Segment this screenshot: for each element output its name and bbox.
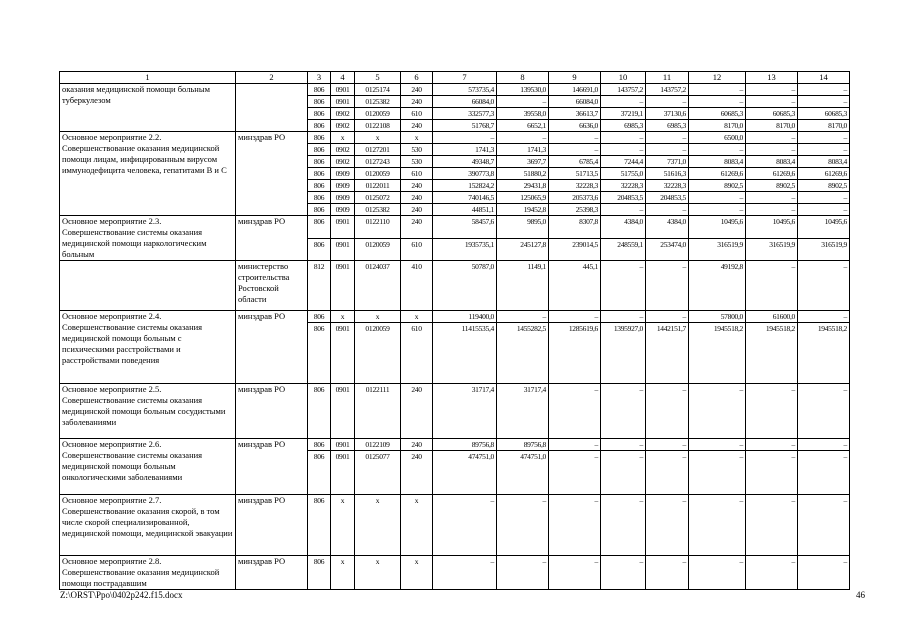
value-cell: 474751,0 [497,451,549,495]
value-cell: – [497,132,549,144]
table-body [60,72,850,590]
value-cell: 36613,7 [549,108,601,120]
column-header: 14 [798,72,850,84]
table-row [60,311,850,323]
value-cell: 6500,0 [689,132,746,144]
value-cell: – [601,495,646,556]
value-cell: 806 [308,168,331,180]
value-cell: 143757,2 [601,84,646,96]
value-cell: – [646,495,689,556]
value-cell: 240 [401,180,433,192]
value-cell: – [646,384,689,439]
value-cell: 253474,0 [646,238,689,261]
value-cell: 0122011 [355,180,401,192]
table-row [60,439,850,451]
value-cell: 240 [401,384,433,439]
value-cell: 0901 [331,84,355,96]
value-cell: 44851,1 [433,204,497,216]
value-cell: 806 [308,96,331,108]
value-cell: 240 [401,120,433,132]
value-cell: 240 [401,439,433,451]
executor-cell: минздрав РО [236,384,308,439]
value-cell: 0120059 [355,238,401,261]
value-cell: – [746,204,798,216]
value-cell: – [433,556,497,590]
value-cell: – [433,132,497,144]
value-cell: 573735,4 [433,84,497,96]
value-cell: – [549,144,601,156]
value-cell: 61600,0 [746,311,798,323]
value-cell: – [746,84,798,96]
value-cell: 58457,6 [433,216,497,239]
value-cell: – [601,439,646,451]
value-cell: – [689,439,746,451]
executor-cell: минздрав РО [236,556,308,590]
value-cell: – [549,311,601,323]
value-cell: 0901 [331,323,355,384]
value-cell: 51768,7 [433,120,497,132]
value-cell: 143757,2 [646,84,689,96]
value-cell: 29431,8 [497,180,549,192]
value-cell: – [433,495,497,556]
value-cell: 32228,3 [646,180,689,192]
value-cell: х [331,311,355,323]
value-cell: 139530,0 [497,84,549,96]
value-cell: 0122109 [355,439,401,451]
value-cell: – [646,439,689,451]
value-cell: 240 [401,192,433,204]
table-row [60,216,850,239]
value-cell: 1945518,2 [689,323,746,384]
value-cell: х [355,495,401,556]
executor-cell: минздрав РО [236,495,308,556]
value-cell: 61269,6 [798,168,850,180]
value-cell: 8170,0 [746,120,798,132]
value-cell: 806 [308,495,331,556]
activity-cell: Основное мероприятие 2.6. Совершенствование системы оказания медицинской помощи больным онкологическими заболеваниями [60,439,236,495]
value-cell: 3697,7 [497,156,549,168]
column-header: 8 [497,72,549,84]
value-cell: 7371,0 [646,156,689,168]
value-cell: 0902 [331,108,355,120]
column-header: 9 [549,72,601,84]
value-cell: 530 [401,144,433,156]
value-cell: 119400,0 [433,311,497,323]
value-cell: – [497,495,549,556]
value-cell: 0901 [331,384,355,439]
value-cell: – [798,204,850,216]
value-cell: 37130,6 [646,108,689,120]
value-cell: 410 [401,261,433,311]
value-cell: 0127243 [355,156,401,168]
value-cell: 49348,7 [433,156,497,168]
value-cell: 445,1 [549,261,601,311]
value-cell: 0125382 [355,204,401,216]
value-cell: – [601,132,646,144]
value-cell: – [646,451,689,495]
table-row [60,495,850,556]
value-cell: – [746,495,798,556]
value-cell: 89756,8 [497,439,549,451]
value-cell: – [601,451,646,495]
table-row [60,384,850,439]
value-cell: 32228,3 [549,180,601,192]
value-cell: – [689,451,746,495]
executor-cell: минздрав РО [236,132,308,216]
value-cell: 474751,0 [433,451,497,495]
value-cell: 8083,4 [689,156,746,168]
value-cell: 6985,3 [601,120,646,132]
value-cell: 806 [308,556,331,590]
value-cell: 1935735,1 [433,238,497,261]
value-cell: 89756,8 [433,439,497,451]
value-cell: – [601,311,646,323]
value-cell: 9895,0 [497,216,549,239]
table-row [60,132,850,144]
value-cell: 806 [308,216,331,239]
value-cell: 6652,1 [497,120,549,132]
value-cell: 152824,2 [433,180,497,192]
value-cell: 19452,8 [497,204,549,216]
value-cell: 8902,5 [798,180,850,192]
value-cell: 316519,9 [746,238,798,261]
value-cell: 8083,4 [798,156,850,168]
value-cell: 0901 [331,238,355,261]
executor-cell: минздрав РО [236,439,308,495]
value-cell: 0901 [331,439,355,451]
value-cell: 740146,5 [433,192,497,204]
value-cell: 1149,1 [497,261,549,311]
value-cell: 61269,6 [746,168,798,180]
value-cell: 146691,0 [549,84,601,96]
activity-cell: Основное мероприятие 2.8. Совершенствование оказания медицинской помощи пострадавшим [60,556,236,590]
value-cell: 10495,6 [689,216,746,239]
value-cell: 806 [308,311,331,323]
value-cell: 0901 [331,96,355,108]
page-number: 46 [856,590,865,600]
value-cell: – [689,96,746,108]
value-cell: 205373,6 [549,192,601,204]
value-cell: – [798,144,850,156]
value-cell: – [646,96,689,108]
column-header: 13 [746,72,798,84]
value-cell: 240 [401,96,433,108]
value-cell: – [646,311,689,323]
value-cell: 806 [308,384,331,439]
value-cell: 10495,6 [798,216,850,239]
file-path: Z:\ORST\Ppo\0402p242.f15.docx [60,590,183,600]
budget-table [59,71,850,590]
value-cell: 1442151,7 [646,323,689,384]
value-cell: 6985,3 [646,120,689,132]
value-cell: 806 [308,84,331,96]
value-cell: 1945518,2 [746,323,798,384]
value-cell: 37219,1 [601,108,646,120]
value-cell: 240 [401,216,433,239]
value-cell: 610 [401,323,433,384]
value-cell: х [355,556,401,590]
value-cell: – [689,144,746,156]
value-cell: 0120059 [355,323,401,384]
value-cell: 0902 [331,144,355,156]
value-cell: – [646,261,689,311]
value-cell: 8083,4 [746,156,798,168]
value-cell: 60685,3 [746,108,798,120]
value-cell: 390773,8 [433,168,497,180]
value-cell: 51755,0 [601,168,646,180]
value-cell: 0909 [331,180,355,192]
value-cell: – [549,451,601,495]
value-cell: 240 [401,204,433,216]
value-cell: 245127,8 [497,238,549,261]
column-header: 12 [689,72,746,84]
value-cell: 812 [308,261,331,311]
executor-cell: минздрав РО [236,216,308,261]
value-cell: 806 [308,238,331,261]
value-cell: 610 [401,168,433,180]
value-cell: – [746,261,798,311]
value-cell: 11415535,4 [433,323,497,384]
value-cell: 66084,0 [549,96,601,108]
value-cell: 31717,4 [433,384,497,439]
table-row [60,556,850,590]
value-cell: – [497,556,549,590]
value-cell: – [601,261,646,311]
value-cell: 6636,0 [549,120,601,132]
value-cell: х [331,132,355,144]
table-row [60,84,850,96]
value-cell: х [401,495,433,556]
column-header: 2 [236,72,308,84]
value-cell: 204853,5 [646,192,689,204]
value-cell: 0120059 [355,168,401,180]
value-cell: 0125077 [355,451,401,495]
value-cell: 0902 [331,120,355,132]
value-cell: 0122111 [355,384,401,439]
value-cell: 6785,4 [549,156,601,168]
value-cell: х [401,311,433,323]
value-cell: 610 [401,108,433,120]
value-cell: – [601,556,646,590]
activity-cell: оказания медицинской помощи больным туберкулезом [60,84,236,132]
value-cell: 316519,9 [689,238,746,261]
value-cell: 806 [308,192,331,204]
value-cell: – [549,132,601,144]
value-cell: 806 [308,439,331,451]
value-cell: 4384,0 [601,216,646,239]
value-cell: 61269,6 [689,168,746,180]
value-cell: – [646,144,689,156]
value-cell: 1741,3 [433,144,497,156]
value-cell: х [355,132,401,144]
value-cell: 332577,3 [433,108,497,120]
value-cell: 806 [308,323,331,384]
value-cell: 25398,3 [549,204,601,216]
value-cell: 1455282,5 [497,323,549,384]
value-cell: – [798,451,850,495]
value-cell: 0125382 [355,96,401,108]
value-cell: х [331,556,355,590]
value-cell: 8902,5 [746,180,798,192]
header-row [60,72,850,84]
value-cell: 125065,9 [497,192,549,204]
value-cell: – [689,192,746,204]
value-cell: 50787,0 [433,261,497,311]
value-cell: – [689,556,746,590]
value-cell: 0125072 [355,192,401,204]
value-cell: – [746,96,798,108]
value-cell: – [646,204,689,216]
activity-cell: Основное мероприятие 2.5. Совершенствование системы оказания медицинской помощи больным сосудистыми заболеваниями [60,384,236,439]
table-row [60,261,850,311]
value-cell: 806 [308,451,331,495]
value-cell: – [601,96,646,108]
value-cell: – [646,132,689,144]
executor-cell: минздрав РО [236,311,308,384]
value-cell: 248559,1 [601,238,646,261]
value-cell: – [549,439,601,451]
value-cell: – [601,144,646,156]
value-cell: – [798,261,850,311]
column-header: 6 [401,72,433,84]
value-cell: – [689,204,746,216]
value-cell: – [798,132,850,144]
value-cell: 806 [308,180,331,192]
value-cell: – [798,495,850,556]
value-cell: 0901 [331,451,355,495]
value-cell: – [746,439,798,451]
value-cell: – [746,384,798,439]
value-cell: 806 [308,120,331,132]
column-header: 3 [308,72,331,84]
value-cell: 57800,0 [689,311,746,323]
value-cell: – [689,84,746,96]
value-cell: 8170,0 [798,120,850,132]
value-cell: 51616,3 [646,168,689,180]
value-cell: – [689,495,746,556]
value-cell: 49192,8 [689,261,746,311]
value-cell: 316519,9 [798,238,850,261]
activity-cell: Основное мероприятие 2.2. Совершенствование оказания медицинской помощи лицам, инфицированным вирусом иммунодефицита человека, гепатитами В и С [60,132,236,216]
value-cell: – [798,556,850,590]
value-cell: 10495,6 [746,216,798,239]
value-cell: 0902 [331,156,355,168]
value-cell: 806 [308,108,331,120]
value-cell: 7244,4 [601,156,646,168]
value-cell: х [401,132,433,144]
value-cell: – [746,192,798,204]
value-cell: 1395927,0 [601,323,646,384]
value-cell: 1741,3 [497,144,549,156]
value-cell: – [549,556,601,590]
value-cell: 530 [401,156,433,168]
value-cell: 806 [308,156,331,168]
activity-cell: Основное мероприятие 2.3. Совершенствование системы оказания медицинской помощи наркологическим больным [60,216,236,261]
value-cell: – [646,556,689,590]
value-cell: – [497,311,549,323]
column-header: 7 [433,72,497,84]
column-header: 11 [646,72,689,84]
value-cell: – [746,144,798,156]
value-cell: 806 [308,132,331,144]
value-cell: 4384,0 [646,216,689,239]
value-cell: – [746,451,798,495]
value-cell: 0124037 [355,261,401,311]
value-cell: 240 [401,451,433,495]
value-cell: 0909 [331,204,355,216]
value-cell: 8902,5 [689,180,746,192]
value-cell: 239014,5 [549,238,601,261]
value-cell: 8170,0 [689,120,746,132]
activity-cell: Основное мероприятие 2.4. Совершенствование системы оказания медицинской помощи больным с психическими расстройствами и расстройствами поведения [60,311,236,384]
value-cell: 0120059 [355,108,401,120]
executor-cell [236,84,308,132]
value-cell: 51713,5 [549,168,601,180]
value-cell: – [798,439,850,451]
value-cell: – [746,556,798,590]
value-cell: 60685,3 [689,108,746,120]
value-cell: – [798,192,850,204]
value-cell: 0125174 [355,84,401,96]
value-cell: 240 [401,84,433,96]
value-cell: 60685,3 [798,108,850,120]
value-cell: – [549,495,601,556]
value-cell: 0122110 [355,216,401,239]
column-header: 10 [601,72,646,84]
value-cell: – [497,96,549,108]
value-cell: 0909 [331,192,355,204]
value-cell: – [549,384,601,439]
value-cell: 1945518,2 [798,323,850,384]
value-cell: 39558,0 [497,108,549,120]
value-cell: х [331,495,355,556]
value-cell: 0122108 [355,120,401,132]
value-cell: 0901 [331,261,355,311]
value-cell: 1285619,6 [549,323,601,384]
column-header: 5 [355,72,401,84]
value-cell: х [355,311,401,323]
value-cell: 31717,4 [497,384,549,439]
value-cell: – [798,384,850,439]
column-header: 1 [60,72,236,84]
value-cell: – [798,84,850,96]
value-cell: 204853,5 [601,192,646,204]
activity-cell: Основное мероприятие 2.7. Совершенствование оказания скорой, в том числе скорой специализированной, медицинской помощи, медицинской эвакуации [60,495,236,556]
value-cell: 0901 [331,216,355,239]
value-cell: 8307,8 [549,216,601,239]
value-cell: 66084,0 [433,96,497,108]
value-cell: 51880,2 [497,168,549,180]
column-header: 4 [331,72,355,84]
value-cell: 0127201 [355,144,401,156]
value-cell: х [401,556,433,590]
value-cell: – [601,384,646,439]
activity-cell [60,261,236,311]
value-cell: 806 [308,204,331,216]
value-cell: – [746,132,798,144]
executor-cell: министерство строительства Ростовской области [236,261,308,311]
value-cell: – [798,96,850,108]
value-cell: – [689,384,746,439]
value-cell: 0909 [331,168,355,180]
value-cell: 806 [308,144,331,156]
value-cell: – [798,311,850,323]
value-cell: 610 [401,238,433,261]
value-cell: – [601,204,646,216]
value-cell: 32228,3 [601,180,646,192]
